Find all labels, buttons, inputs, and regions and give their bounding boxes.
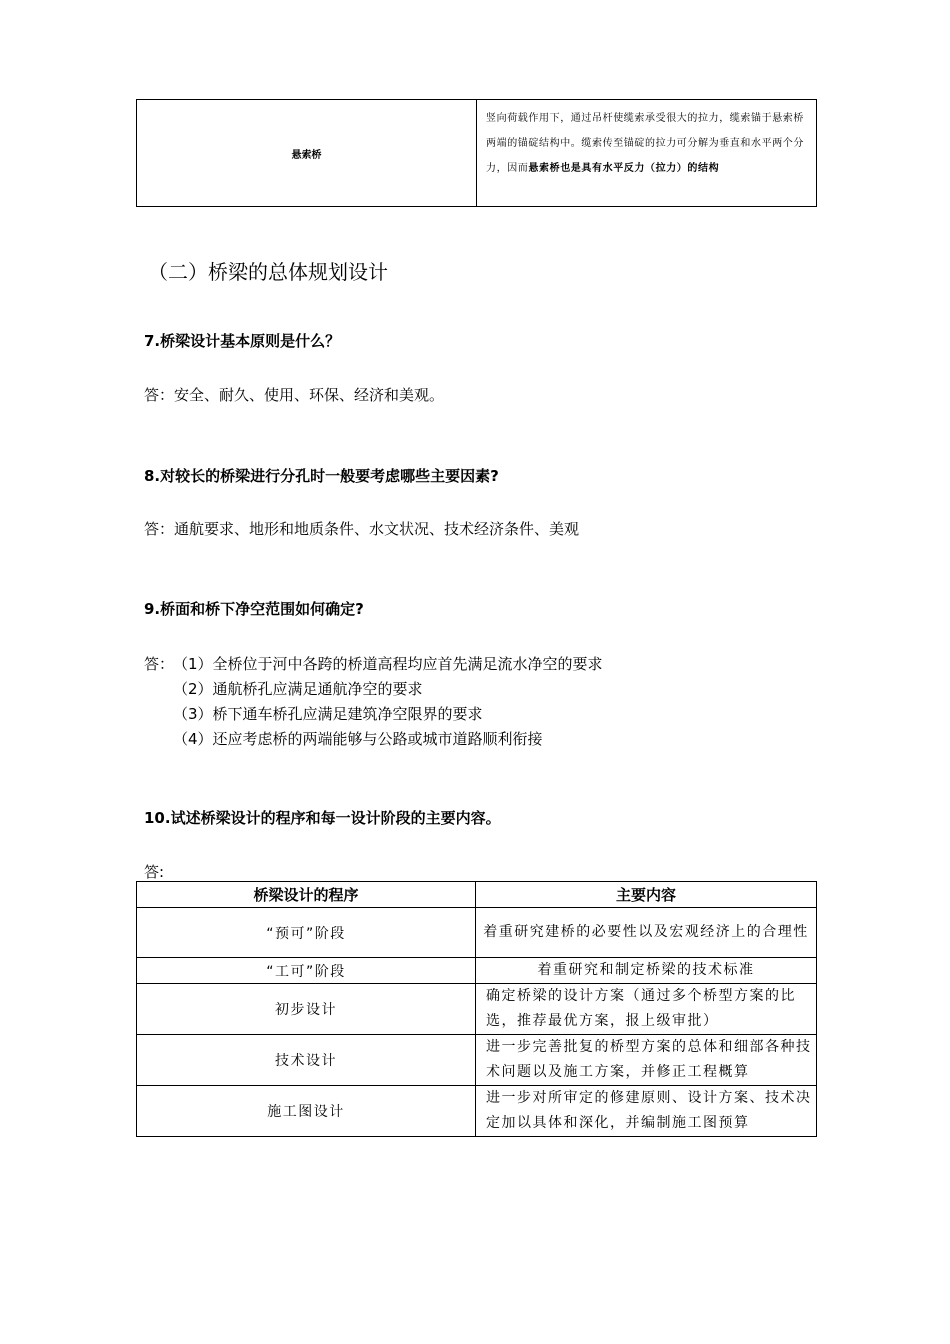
stage-cell: “预可”阶段 — [137, 908, 476, 958]
stage-cell: “工可”阶段 — [137, 958, 476, 984]
table-row — [137, 908, 817, 958]
table-row — [137, 984, 817, 1035]
table-row — [137, 1086, 817, 1137]
question-9: 9.桥面和桥下净空范围如何确定? — [144, 600, 364, 618]
description-text: 竖向荷载作用下，通过吊杆使缆索承受很大的拉力，缆索锚于悬索桥两端的锚碇结构中。缆索传至锚碇的拉力可分解为垂直和水平两个分力，因而 — [486, 113, 804, 174]
content-cell: 着重研究和制定桥梁的技术标准 — [476, 958, 817, 984]
content-cell: 进一步完善批复的桥型方案的总体和细部各种技术问题以及施工方案，并修正工程概算 — [476, 1035, 817, 1086]
answer-10-prefix: 答: — [144, 863, 165, 881]
column-header-content: 主要内容 — [476, 882, 817, 908]
description-bold-text: 悬索桥也是具有水平反力（拉力）的结构 — [528, 163, 720, 174]
answer-9-item: （3）桥下通车桥孔应满足建筑净空限界的要求 — [173, 705, 483, 723]
stage-cell: 施工图设计 — [137, 1086, 476, 1137]
content-cell: 确定桥梁的设计方案（通过多个桥型方案的比选，推荐最优方案，报上级审批） — [476, 984, 817, 1035]
answer-9-prefix: 答： — [144, 655, 175, 673]
answer-8: 答：通航要求、地形和地质条件、水文状况、技术经济条件、美观 — [144, 520, 580, 538]
table-header-row — [137, 882, 817, 908]
question-10: 10.试述桥梁设计的程序和每一设计阶段的主要内容。 — [144, 809, 501, 827]
question-7: 7.桥梁设计基本原则是什么？ — [144, 332, 341, 350]
content-cell: 着重研究建桥的必要性以及宏观经济上的合理性 — [476, 908, 817, 958]
design-procedure-table — [136, 881, 817, 1137]
column-header-stage: 桥梁设计的程序 — [137, 882, 476, 908]
section-title: （二）桥梁的总体规划设计 — [148, 260, 388, 284]
answer-9-item: （4）还应考虑桥的两端能够与公路或城市道路顺利衔接 — [173, 730, 543, 748]
table-row — [137, 100, 817, 207]
stage-cell: 技术设计 — [137, 1035, 476, 1086]
answer-7: 答：安全、耐久、使用、环保、经济和美观。 — [144, 386, 445, 404]
table-row — [137, 958, 817, 984]
question-8: 8.对较长的桥梁进行分孔时一般要考虑哪些主要因素? — [144, 467, 499, 485]
bridge-type-table — [136, 99, 817, 207]
answer-9-item: （1）全桥位于河中各跨的桥道高程均应首先满足流水净空的要求 — [173, 655, 603, 673]
bridge-type-name: 悬索桥 — [137, 100, 477, 207]
answer-9-item: （2）通航桥孔应满足通航净空的要求 — [173, 680, 423, 698]
content-cell: 进一步对所审定的修建原则、设计方案、技术决定加以具体和深化，并编制施工图预算 — [476, 1086, 817, 1137]
table-row — [137, 1035, 817, 1086]
stage-cell: 初步设计 — [137, 984, 476, 1035]
bridge-type-description — [477, 100, 817, 207]
